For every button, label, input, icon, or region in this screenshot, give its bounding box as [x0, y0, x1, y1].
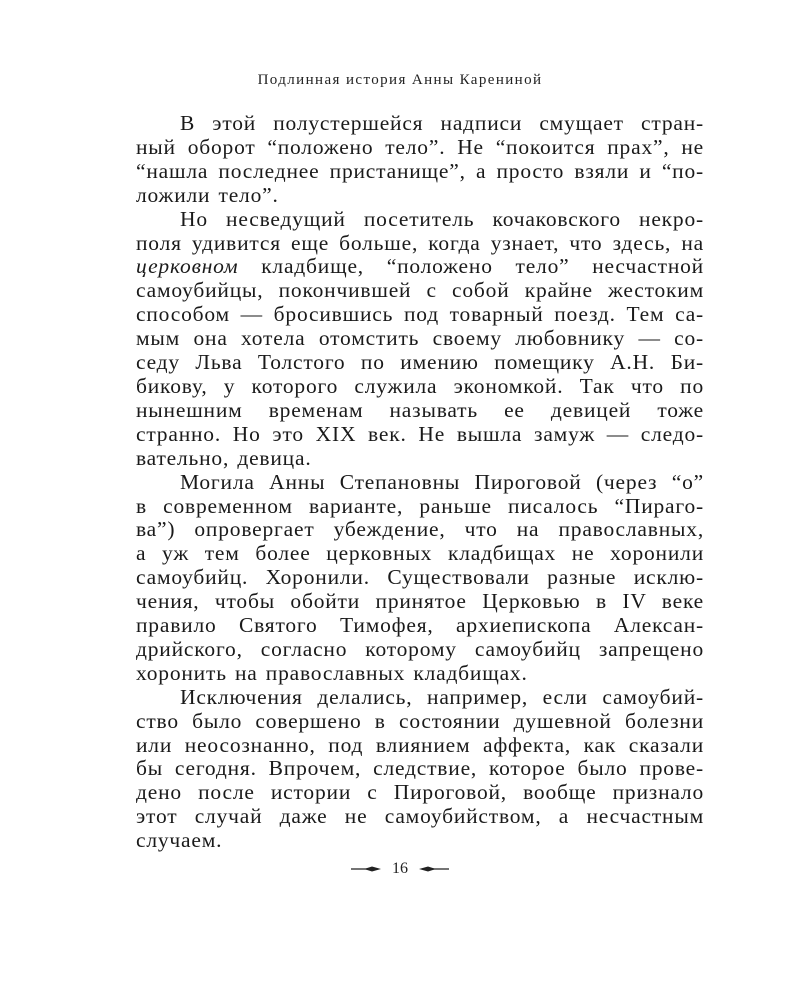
page-number-value: 16: [392, 860, 408, 877]
text-line: Но несведущий посетитель кочаковского некро-: [180, 206, 704, 231]
text-line: правило Святого Тимофея, архиепископа Алексан-: [136, 613, 704, 638]
text-line: бы сегодня. Впрочем, следствие, которое было прове-: [136, 756, 704, 781]
text-line: ный оборот “положено тело”. Не “покоится прах”, не: [136, 134, 704, 159]
right-ornament-icon: [416, 863, 450, 875]
italic-word: церковном: [136, 254, 239, 279]
paragraph-3: [136, 471, 704, 686]
text-line: Исключения делались, например, если самоубий-: [180, 684, 704, 709]
text-line-with-italic: [136, 255, 704, 279]
text-line: “нашла последнее пристанище”, а просто взяли и “по-: [136, 158, 704, 183]
page-number: [0, 860, 800, 878]
text-line: нынешним временам называть ее девицей тоже: [136, 397, 704, 422]
text-line: седу Льва Толстого по имению помещику А.Н. Би-: [136, 350, 704, 375]
text-line: ство было совершено в состоянии душевной болезни: [136, 708, 704, 733]
text-line: ва”) опровергает убеждение, что на православных,: [136, 517, 704, 542]
line-rest: кладбище, “положено тело” несчастной: [261, 254, 704, 279]
text-line: этот случай даже не самоубийством, а несчастным: [136, 804, 704, 829]
text-line: самоубийцы, покончившей с собой крайне жестоким: [136, 278, 704, 303]
running-head: Подлинная история Анны Карениной: [257, 72, 543, 88]
body-text: [136, 112, 704, 853]
text-line: а уж тем более церковных кладбищах не хоронили: [136, 541, 704, 566]
text-line: ложили тело”.: [136, 182, 279, 207]
text-line: чения, чтобы обойти принятое Церковью в IV веке: [136, 589, 704, 614]
text-line: поля удивится еще больше, когда узнает, что здесь, на: [136, 230, 704, 255]
text-line: вательно, девица.: [136, 445, 312, 470]
text-line: бикову, у которого служила экономкой. Так что по: [136, 373, 704, 398]
text-line: мым она хотела отомстить своему любовнику — со-: [136, 326, 704, 351]
left-ornament-icon: [350, 863, 384, 875]
text-line: способом — бросившись под товарный поезд. Тем са-: [136, 302, 704, 327]
paragraph-4: [136, 686, 704, 853]
paragraph-2: [136, 208, 704, 471]
text-line: дено после истории с Пироговой, вообще признало: [136, 780, 704, 805]
text-line: В этой полустершейся надписи смущает стран-: [180, 111, 704, 135]
text-line: дрийского, согласно которому самоубийц запрещено: [136, 636, 704, 661]
text-line: хоронить на православных кладбищах.: [136, 660, 528, 685]
text-line: или неосознанно, под влиянием аффекта, как сказали: [136, 732, 704, 757]
text-line: самоубийц. Хоронили. Существовали разные исклю-: [136, 565, 704, 590]
paragraph-1: [136, 112, 704, 208]
text-line: Могила Анны Степановны Пироговой (через “о”: [180, 469, 704, 494]
text-line: случаем.: [136, 828, 223, 853]
text-line: странно. Но это XIX век. Не вышла замуж — следо-: [136, 421, 704, 446]
text-line: в современном варианте, раньше писалось “Пираго-: [136, 493, 704, 518]
